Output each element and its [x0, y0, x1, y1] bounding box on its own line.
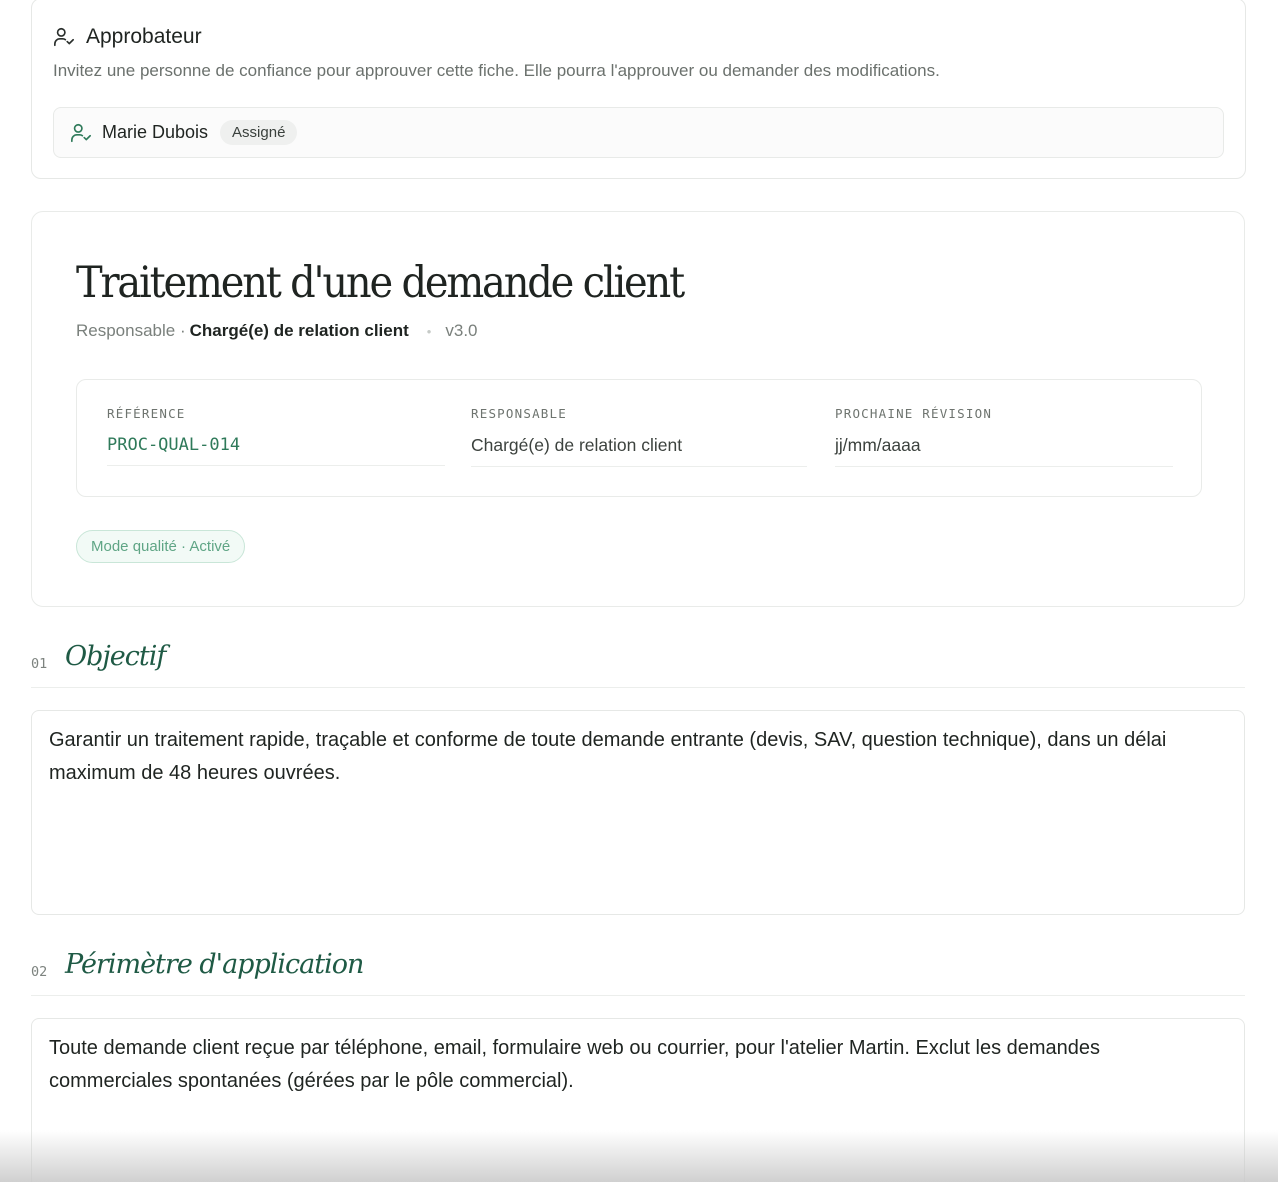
field-reference-input[interactable]: PROC-QUAL-014 [107, 435, 445, 466]
section-title: Périmètre d'application [65, 949, 364, 980]
field-next-review-label: PROCHAINE RÉVISION [835, 406, 993, 421]
assignee-row[interactable] [53, 107, 1224, 158]
field-reference-label: RÉFÉRENCE [107, 406, 186, 421]
meta-prefix: Responsable · [76, 321, 186, 340]
approver-description: Invitez une personne de confiance pour approuver cette fiche. Elle pourra l'approuver ou demander des modifications. [53, 61, 940, 80]
user-check-icon [53, 26, 75, 48]
approver-title: Approbateur [86, 25, 202, 48]
meta-role: Chargé(e) de relation client [189, 321, 409, 340]
section-number: 01 [31, 656, 48, 672]
procedure-header-card [31, 211, 1245, 607]
field-responsible-input[interactable]: Chargé(e) de relation client [471, 435, 807, 467]
section-scope-header [31, 949, 1245, 996]
procedure-meta [76, 321, 478, 341]
assignee-user-check-icon [70, 122, 92, 144]
field-reference [107, 406, 445, 466]
field-next-review [835, 406, 1173, 467]
section-scope-textarea[interactable]: Toute demande client reçue par téléphone, email, formulaire web ou courrier, pour l'atelier Martin. Exclut les demandes commerciales spontanées (gérées par le pôle commercial). [31, 1018, 1245, 1182]
field-responsible [471, 406, 807, 467]
procedure-title[interactable]: Traitement d'une demande client [76, 258, 683, 308]
assignee-name: Marie Dubois [102, 122, 209, 142]
quality-mode-badge[interactable]: Mode qualité · Activé [76, 530, 245, 563]
procedure-fields [76, 379, 1202, 497]
approver-header [53, 25, 202, 49]
section-title: Objectif [65, 641, 166, 672]
section-objective-textarea[interactable]: Garantir un traitement rapide, traçable et conforme de toute demande entrante (devis, SAV, question technique), dans un délai maximum de 48 heures ouvrées. [31, 710, 1245, 915]
field-responsible-label: RESPONSABLE [471, 406, 567, 421]
section-number: 02 [31, 964, 48, 980]
section-objective-header [31, 641, 1245, 688]
field-next-review-input[interactable]: jj/mm/aaaa [835, 435, 1173, 467]
meta-version: v3.0 [445, 321, 478, 340]
assignee-status-badge: Assigné [220, 120, 297, 145]
approver-card [31, 0, 1246, 179]
meta-separator: • [426, 323, 432, 339]
